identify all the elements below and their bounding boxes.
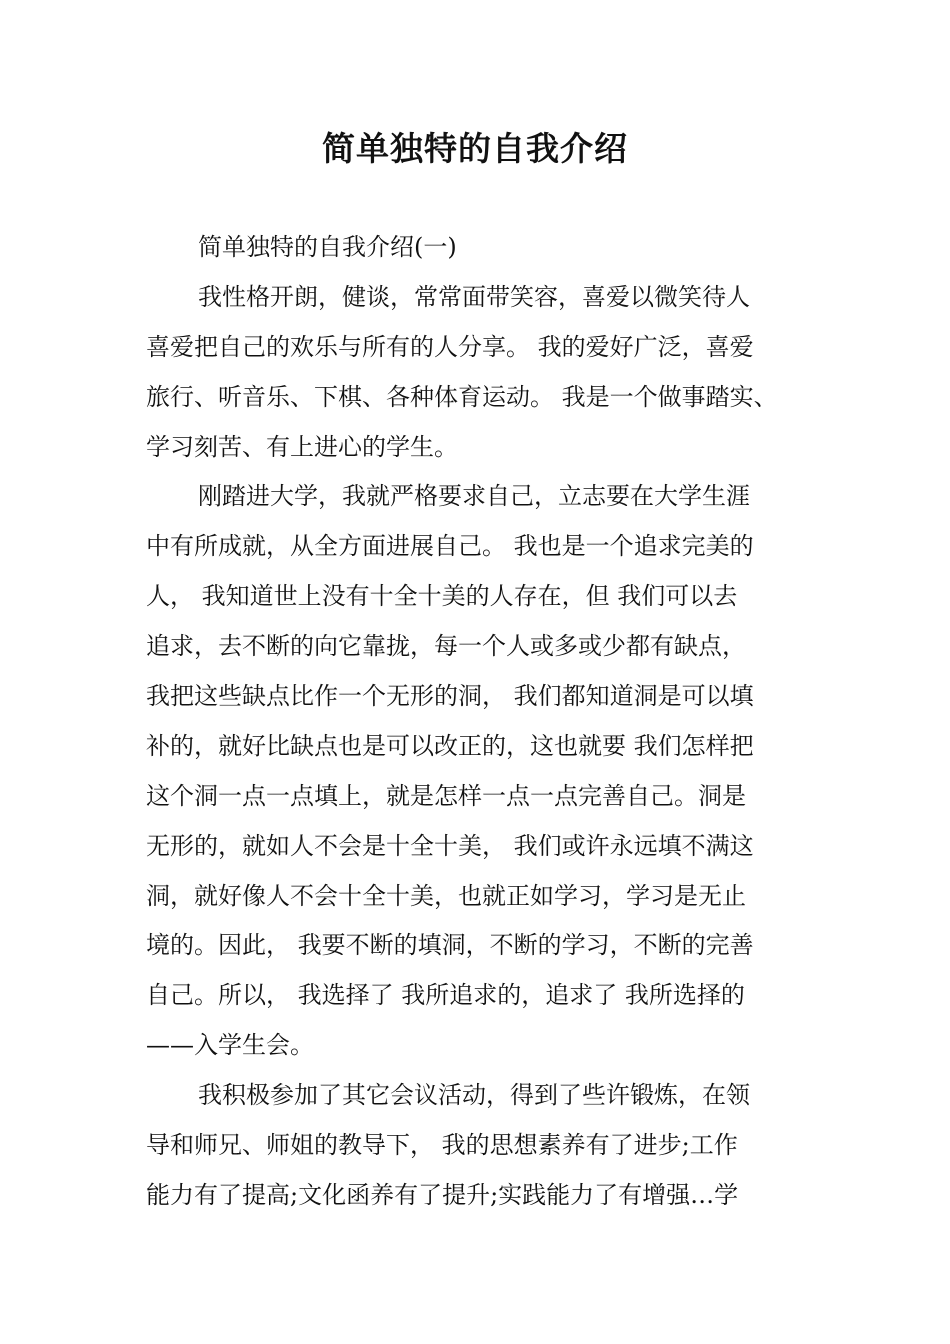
text-line: ——入学生会。 [146, 1031, 314, 1060]
text-line: 简单独特的自我介绍(一) [198, 233, 457, 261]
text-line: 追求，去不断的向它靠拢，每一个人或多或少都有缺点， [146, 632, 746, 661]
document-body [146, 223, 836, 1221]
text-line: 无形的，就如人不会是十全十美， 我们或许永远填不满这 [146, 831, 754, 860]
text-line: 能力有了提高;文化函养有了提升;实践能力了有增强…学 [146, 1180, 739, 1209]
text-line: 这个洞一点一点填上，就是怎样一点一点完善自己。洞是 [146, 781, 746, 810]
text-line: 我把这些缺点比作一个无形的洞， 我们都知道洞是可以填 [146, 682, 754, 711]
text-line: 学习刻苦、有上进心的学生。 [146, 432, 458, 461]
text-line: 境的。因此， 我要不断的填洞，不断的学习，不断的完善 [146, 931, 754, 960]
text-line: 导和师兄、师姐的教导下， 我的思想素养有了进步;工作 [146, 1131, 738, 1160]
text-line: 刚踏进大学，我就严格要求自己，立志要在大学生涯 [198, 482, 750, 511]
text-line: 旅行、听音乐、下棋、各种体育运动。 我是一个做事踏实、 [146, 382, 778, 411]
text-line: 洞，就好像人不会十全十美，也就正如学习，学习是无止 [146, 881, 746, 910]
text-line: 我性格开朗，健谈，常常面带笑容，喜爱以微笑待人 [198, 282, 750, 311]
text-line: 人， 我知道世上没有十全十美的人存在，但 我们可以去 [146, 582, 738, 611]
document-title: 简单独特的自我介绍 [322, 129, 628, 168]
text-line: 我积极参加了其它会议活动，得到了些许锻炼，在领 [198, 1081, 750, 1110]
text-line: 喜爱把自己的欢乐与所有的人分享。 我的爱好广泛，喜爱 [146, 332, 754, 361]
text-line: 自己。所以， 我选择了 我所追求的，追求了 我所选择的 [146, 981, 745, 1010]
text-line: 补的，就好比缺点也是可以改正的，这也就要 我们怎样把 [146, 731, 754, 760]
text-line: 中有所成就，从全方面进展自己。 我也是一个追求完美的 [146, 532, 754, 561]
